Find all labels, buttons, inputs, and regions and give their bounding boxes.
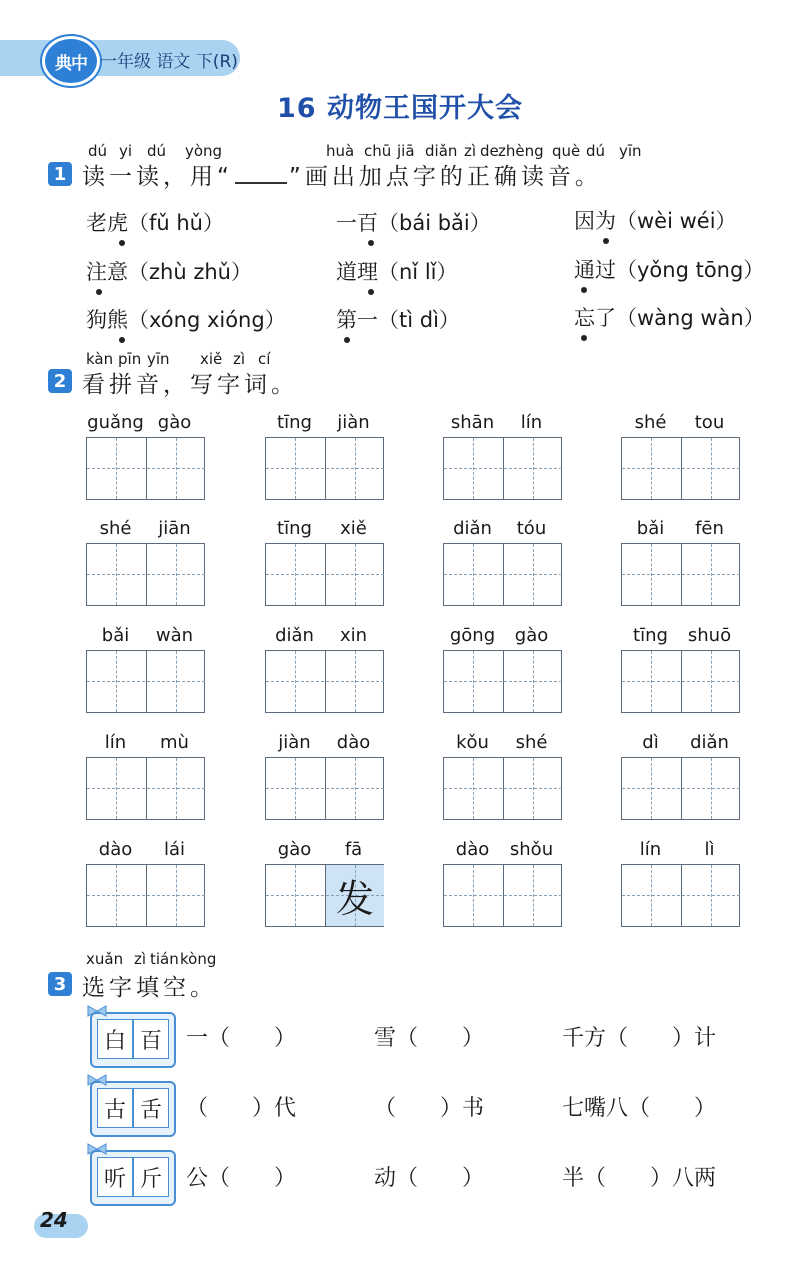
tian-zi-cell[interactable] <box>325 651 384 712</box>
pinyin: zì <box>134 950 147 968</box>
pinyin-label: bǎi <box>636 518 665 539</box>
writing-box[interactable] <box>265 757 384 820</box>
option-char: 白 <box>97 1019 133 1059</box>
page-title: 16 动物王国开大会 <box>277 93 523 124</box>
grid-guide-line <box>355 758 356 819</box>
fill-blank-item: 千方（ ）计 <box>562 1026 717 1051</box>
grid-guide-line <box>116 544 117 605</box>
writing-box[interactable] <box>86 543 205 606</box>
writing-box[interactable] <box>443 757 562 820</box>
writing-box[interactable] <box>265 650 384 713</box>
tian-zi-cell[interactable] <box>266 758 324 819</box>
fill-blank-item: 动（ ） <box>374 1166 485 1191</box>
pinyin-label: lái <box>163 839 186 860</box>
tian-zi-cell[interactable] <box>503 758 562 819</box>
grid-guide-line <box>295 865 296 926</box>
tian-zi-cell[interactable] <box>325 865 384 926</box>
fill-blank-item: （ ）代 <box>186 1096 297 1121</box>
word-item: 因为（wèi wéi） <box>574 209 737 233</box>
word-item: 老虎（fǔ hǔ） <box>86 211 224 235</box>
instruction-part: ”画出加点字的正确读音。 <box>288 164 602 190</box>
fill-blank-item: 七嘴八（ ） <box>562 1096 717 1121</box>
pinyin-label: diǎn <box>690 732 729 753</box>
pinyin-label: diǎn <box>453 518 492 539</box>
grid-guide-line <box>355 651 356 712</box>
pinyin: cí <box>258 350 271 368</box>
tian-zi-cell[interactable] <box>266 865 324 926</box>
grid-guide-line <box>711 544 712 605</box>
pinyin-label: lín <box>520 412 543 433</box>
pinyin-label: shān <box>450 412 495 433</box>
pinyin: tián <box>150 950 179 968</box>
pinyin-label: shuō <box>687 625 732 646</box>
writing-box[interactable] <box>86 864 205 927</box>
pinyin: yīn <box>619 142 642 160</box>
tian-zi-cell[interactable] <box>87 438 145 499</box>
pinyin: diǎn <box>425 142 458 160</box>
grid-guide-line <box>473 438 474 499</box>
grid-guide-line <box>473 758 474 819</box>
word-item: 注意（zhù zhǔ） <box>86 260 252 284</box>
pinyin-label: dào <box>336 732 371 753</box>
pinyin-label: tóu <box>516 518 547 539</box>
pinyin-label: jiàn <box>337 412 370 433</box>
tian-zi-cell[interactable] <box>444 438 502 499</box>
grid-guide-line <box>711 438 712 499</box>
word-item: 狗熊（xóng xióng） <box>86 308 286 332</box>
pinyin-label: diǎn <box>275 625 314 646</box>
grid-guide-line <box>473 651 474 712</box>
writing-box[interactable] <box>443 437 562 500</box>
pinyin: dú <box>586 142 606 160</box>
publisher-logo: 典中 <box>42 36 100 86</box>
writing-box[interactable] <box>265 864 384 927</box>
section-instruction <box>82 158 602 191</box>
pinyin-label: shǒu <box>509 839 554 860</box>
tian-zi-cell[interactable] <box>325 758 384 819</box>
tian-zi-cell[interactable] <box>87 865 145 926</box>
tian-zi-cell[interactable] <box>266 438 324 499</box>
pinyin: yi <box>119 142 133 160</box>
pinyin-label: lín <box>639 839 662 860</box>
pinyin-label: guǎng <box>87 412 144 433</box>
tian-zi-cell[interactable] <box>503 544 562 605</box>
pinyin-label: tīng <box>633 625 668 646</box>
grid-guide-line <box>711 651 712 712</box>
tian-zi-cell[interactable] <box>503 651 562 712</box>
grid-guide-line <box>651 651 652 712</box>
pinyin-label: dì <box>642 732 659 753</box>
emphasis-dot <box>344 337 350 343</box>
book-label: 一年级 语文 下(R) <box>100 52 238 72</box>
grid-guide-line <box>295 651 296 712</box>
pinyin-label: gào <box>277 839 312 860</box>
ribbon-icon <box>86 1074 108 1086</box>
emphasis-dot <box>581 335 587 341</box>
option-card <box>90 1012 176 1068</box>
tian-zi-cell[interactable] <box>444 758 502 819</box>
tian-zi-cell[interactable] <box>146 758 205 819</box>
grid-guide-line <box>116 651 117 712</box>
grid-guide-line <box>295 544 296 605</box>
pinyin: yòng <box>185 142 223 160</box>
grid-guide-line <box>533 544 534 605</box>
grid-guide-line <box>473 865 474 926</box>
tian-zi-cell[interactable] <box>266 544 324 605</box>
grid-guide-line <box>651 544 652 605</box>
word-item: 第一（tì dì） <box>336 308 460 332</box>
grid-guide-line <box>533 758 534 819</box>
grid-guide-line <box>711 758 712 819</box>
grid-guide-line <box>116 438 117 499</box>
pinyin-label: fēn <box>695 518 724 539</box>
option-card <box>90 1150 176 1206</box>
emphasis-dot <box>603 238 609 244</box>
pinyin-label: bǎi <box>101 625 130 646</box>
grid-guide-line <box>295 758 296 819</box>
grid-guide-line <box>176 651 177 712</box>
emphasis-dot <box>96 289 102 295</box>
emphasis-dot <box>581 287 587 293</box>
grid-guide-line <box>176 544 177 605</box>
tian-zi-cell[interactable] <box>266 651 324 712</box>
pinyin: jiā <box>397 142 415 160</box>
tian-zi-cell[interactable] <box>622 438 680 499</box>
pinyin: dú <box>147 142 167 160</box>
tian-zi-cell[interactable] <box>681 758 740 819</box>
writing-box[interactable] <box>86 757 205 820</box>
option-char: 百 <box>133 1019 169 1059</box>
writing-box[interactable] <box>265 543 384 606</box>
word-item: 通过（yǒng tōng） <box>574 258 765 282</box>
pinyin: zì <box>233 350 246 368</box>
pinyin: xiě <box>200 350 223 368</box>
example-character: 发 <box>335 877 374 921</box>
writing-box[interactable] <box>621 757 740 820</box>
tian-zi-cell[interactable] <box>146 544 205 605</box>
tian-zi-cell[interactable] <box>681 544 740 605</box>
tian-zi-cell[interactable] <box>444 865 502 926</box>
grid-guide-line <box>176 758 177 819</box>
grid-guide-line <box>176 438 177 499</box>
pinyin: huà <box>326 142 355 160</box>
tian-zi-cell[interactable] <box>503 865 562 926</box>
option-char: 听 <box>97 1157 133 1197</box>
writing-box[interactable] <box>621 437 740 500</box>
fill-blank-item: 公（ ） <box>186 1166 297 1191</box>
grid-guide-line <box>651 865 652 926</box>
grid-guide-line <box>533 438 534 499</box>
tian-zi-cell[interactable] <box>503 438 562 499</box>
pinyin: kòng <box>180 950 217 968</box>
pinyin: de <box>480 142 499 160</box>
pinyin-label: shé <box>99 518 132 539</box>
page-number: 24 <box>40 1208 68 1232</box>
tian-zi-cell[interactable] <box>622 758 680 819</box>
grid-guide-line <box>295 438 296 499</box>
grid-guide-line <box>116 758 117 819</box>
word-item: 忘了（wàng wàn） <box>574 306 765 330</box>
writing-box[interactable] <box>443 864 562 927</box>
writing-box[interactable] <box>443 650 562 713</box>
tian-zi-cell[interactable] <box>146 865 205 926</box>
ribbon-icon <box>86 1143 108 1155</box>
tian-zi-cell[interactable] <box>325 544 384 605</box>
underline-blank <box>235 164 287 184</box>
tian-zi-cell[interactable] <box>325 438 384 499</box>
emphasis-dot <box>119 337 125 343</box>
pinyin-label: mù <box>160 732 189 753</box>
pinyin: dú <box>88 142 108 160</box>
grid-guide-line <box>711 865 712 926</box>
grid-guide-line <box>176 865 177 926</box>
option-card <box>90 1081 176 1137</box>
tian-zi-cell[interactable] <box>146 651 205 712</box>
grid-guide-line <box>355 544 356 605</box>
emphasis-dot <box>368 289 374 295</box>
writing-box[interactable] <box>621 543 740 606</box>
section-instruction: 选字填空。 <box>82 975 217 1001</box>
section-number-badge: 1 <box>48 162 72 186</box>
pinyin: chū <box>364 142 392 160</box>
option-char: 舌 <box>133 1088 169 1128</box>
tian-zi-cell[interactable] <box>622 544 680 605</box>
pinyin-label: fā <box>344 839 363 860</box>
section-number-badge: 3 <box>48 972 72 996</box>
grid-guide-line <box>116 865 117 926</box>
section-number-badge: 2 <box>48 369 72 393</box>
section-instruction: 看拼音，写字词。 <box>82 372 298 398</box>
pinyin-label: xin <box>339 625 368 646</box>
tian-zi-cell[interactable] <box>87 758 145 819</box>
writing-box[interactable] <box>86 437 205 500</box>
pinyin-label: shé <box>515 732 548 753</box>
emphasis-dot <box>119 240 125 246</box>
tian-zi-cell[interactable] <box>87 651 145 712</box>
pinyin-label: gào <box>514 625 549 646</box>
pinyin-label: kǒu <box>456 732 489 753</box>
pinyin-label: lì <box>704 839 715 860</box>
tian-zi-cell[interactable] <box>444 651 502 712</box>
tian-zi-cell[interactable] <box>622 865 680 926</box>
pinyin: xuǎn <box>86 950 124 968</box>
instruction-part: 读一读，用“ <box>82 164 233 190</box>
tian-zi-cell[interactable] <box>146 438 205 499</box>
fill-blank-item: （ ）书 <box>374 1096 485 1121</box>
pinyin-label: xiě <box>340 518 367 539</box>
tian-zi-cell[interactable] <box>681 651 740 712</box>
option-char: 古 <box>97 1088 133 1128</box>
pinyin: yīn <box>147 350 170 368</box>
grid-guide-line <box>533 651 534 712</box>
pinyin-label: tīng <box>277 412 312 433</box>
fill-blank-item: 一（ ） <box>186 1026 297 1051</box>
pinyin-label: tou <box>694 412 725 433</box>
tian-zi-cell[interactable] <box>681 438 740 499</box>
fill-blank-item: 雪（ ） <box>374 1026 485 1051</box>
tian-zi-cell[interactable] <box>444 544 502 605</box>
pinyin-label: shé <box>634 412 667 433</box>
writing-box[interactable] <box>86 650 205 713</box>
grid-guide-line <box>651 758 652 819</box>
pinyin-label: tīng <box>277 518 312 539</box>
option-char: 斤 <box>133 1157 169 1197</box>
pinyin: què <box>552 142 581 160</box>
pinyin: pīn <box>118 350 142 368</box>
pinyin-label: dào <box>98 839 133 860</box>
grid-guide-line <box>533 865 534 926</box>
pinyin: kàn <box>86 350 114 368</box>
writing-box[interactable] <box>621 864 740 927</box>
pinyin: zhèng <box>498 142 544 160</box>
pinyin-label: lín <box>104 732 127 753</box>
fill-blank-item: 半（ ）八两 <box>562 1166 717 1191</box>
word-item: 一百（bái bǎi） <box>336 211 491 235</box>
pinyin-label: dào <box>455 839 490 860</box>
emphasis-dot <box>368 240 374 246</box>
pinyin-label: wàn <box>155 625 194 646</box>
pinyin-label: gōng <box>449 625 496 646</box>
tian-zi-cell[interactable] <box>681 865 740 926</box>
ribbon-icon <box>86 1005 108 1017</box>
writing-box[interactable] <box>621 650 740 713</box>
grid-guide-line <box>651 438 652 499</box>
pinyin-label: jiàn <box>278 732 311 753</box>
writing-box[interactable] <box>265 437 384 500</box>
pinyin-label: gào <box>157 412 192 433</box>
tian-zi-cell[interactable] <box>622 651 680 712</box>
writing-box[interactable] <box>443 543 562 606</box>
pinyin-label: jiān <box>158 518 191 539</box>
tian-zi-cell[interactable] <box>87 544 145 605</box>
pinyin: zì <box>464 142 477 160</box>
word-item: 道理（nǐ lǐ） <box>336 260 458 284</box>
grid-guide-line <box>355 438 356 499</box>
grid-guide-line <box>473 544 474 605</box>
